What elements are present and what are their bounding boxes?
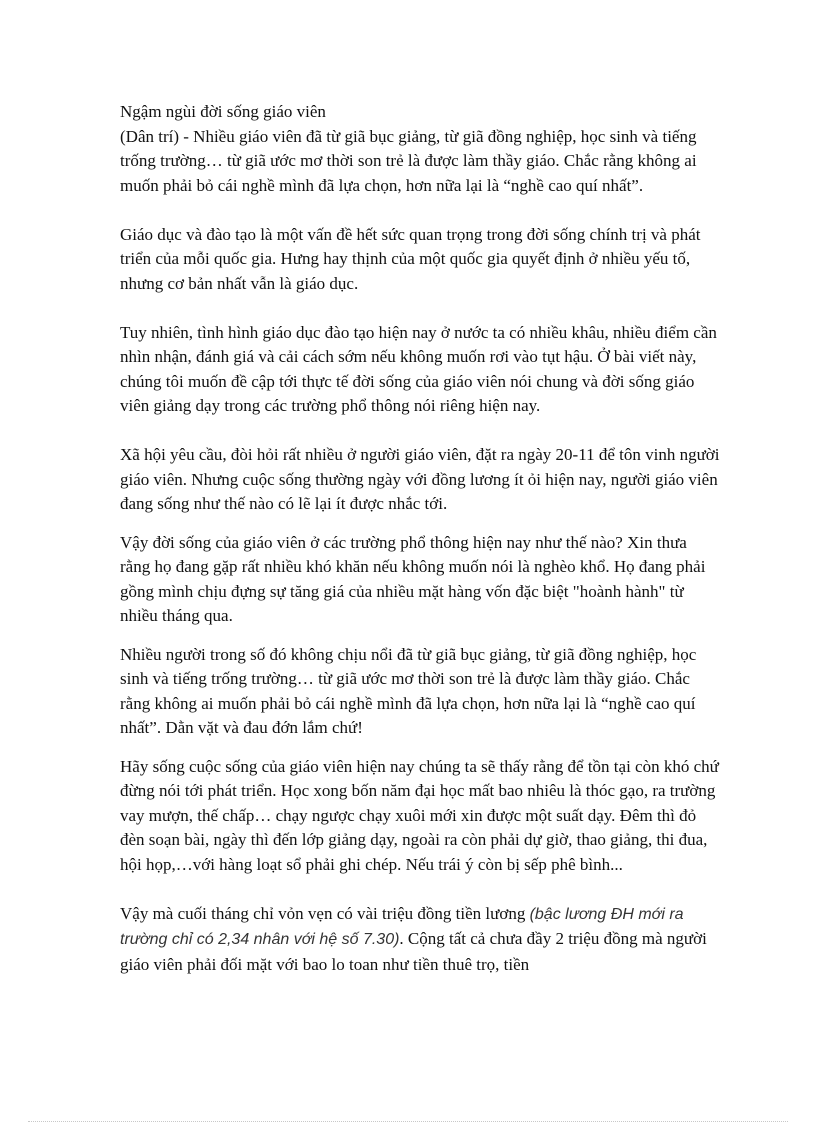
salary-text-start: Vậy mà cuối tháng chỉ vỏn vẹn có vài triệu đồng tiền lương xyxy=(120,903,530,923)
article-title: Ngậm ngùi đời sống giáo viên xyxy=(120,102,326,121)
page-bottom-border xyxy=(28,1121,788,1122)
paragraph: Giáo dục và đào tạo là một vấn đề hết sức quan trọng trong đời sống chính trị và phát triển của mỗi quốc gia. Hưng hay thịnh của một quốc gia quyết định ở nhiều yếu tố, nhưng cơ bản nhất vẫn là giáo dục. xyxy=(120,224,701,293)
paragraph-salary xyxy=(120,902,720,978)
salary-note-italic: (bậc lương ĐH mới ra trường chỉ có 2,34 nhân với hệ số 7.30) xyxy=(120,905,684,948)
article-intro: (Dân trí) - Nhiều giáo viên đã từ giã bục giảng, từ giã đồng nghiệp, học sinh và tiếng trống trường… từ giã ước mơ thời son trẻ là được làm thầy giáo. Chắc rằng không ai muốn phải bỏ cái nghề mình đã lựa chọn, hơn nữa lại là “nghề cao quí nhất”. xyxy=(120,126,697,195)
salary-text-end: . Cộng tất cả chưa đầy 2 triệu đồng mà người giáo viên phải đối mặt với bao lo toan như tiền thuê trọ, tiền xyxy=(120,929,707,974)
paragraph: Xã hội yêu cầu, đòi hỏi rất nhiều ở người giáo viên, đặt ra ngày 20-11 để tôn vinh người giáo viên. Nhưng cuộc sống thường ngày với đồng lương ít ỏi hiện nay, người giáo viên đang sống như thế nào có lẽ lại ít được nhắc tới. xyxy=(120,445,720,513)
paragraph: Nhiều người trong số đó không chịu nổi đã từ giã bục giảng, từ giã đồng nghiệp, học sinh và tiếng trống trường… từ giã ước mơ thời son trẻ là được làm thầy giáo. Chắc rằng không ai muốn phải bỏ cái nghề mình đã lựa chọn, hơn nữa lại là “nghề cao quí nhất”. Dằn vặt và đau đớn lắm chứ! xyxy=(120,644,697,737)
document-body xyxy=(120,100,720,1002)
paragraph: Tuy nhiên, tình hình giáo dục đào tạo hiện nay ở nước ta có nhiều khâu, nhiều điểm cần nhìn nhận, đánh giá và cải cách sớm nếu không muốn rơi vào tụt hậu. Ở bài viết này, chúng tôi muốn đề cập tới thực tế đời sống của giáo viên nói chung và đời sống giáo viên giảng dạy trong các trường phổ thông nói riêng hiện nay. xyxy=(120,322,717,415)
paragraph: Hãy sống cuộc sống của giáo viên hiện nay chúng ta sẽ thấy rằng để tồn tại còn khó chứ đừng nói tới phát triển. Học xong bốn năm đại học mất bao nhiêu là thóc gạo, ra trường vay mượn, thế chấp… chạy ngược chạy xuôi mới xin được một suất dạy. Đêm thì đỏ đèn soạn bài, ngày thì đến lớp giảng dạy, ngoài ra còn phải dự giờ, thao giảng, thi đua, hội họp,…với hàng loạt sổ phải ghi chép. Nếu trái ý còn bị sếp phê bình... xyxy=(120,756,719,874)
paragraph: Vậy đời sống của giáo viên ở các trường phổ thông hiện nay như thế nào? Xin thưa rằng họ đang gặp rất nhiều khó khăn nếu không muốn nói là nghèo khổ. Họ đang phải gồng mình chịu đựng sự tăng giá của nhiều mặt hàng vốn đặc biệt "hoành hành" từ nhiều tháng qua. xyxy=(120,532,706,625)
